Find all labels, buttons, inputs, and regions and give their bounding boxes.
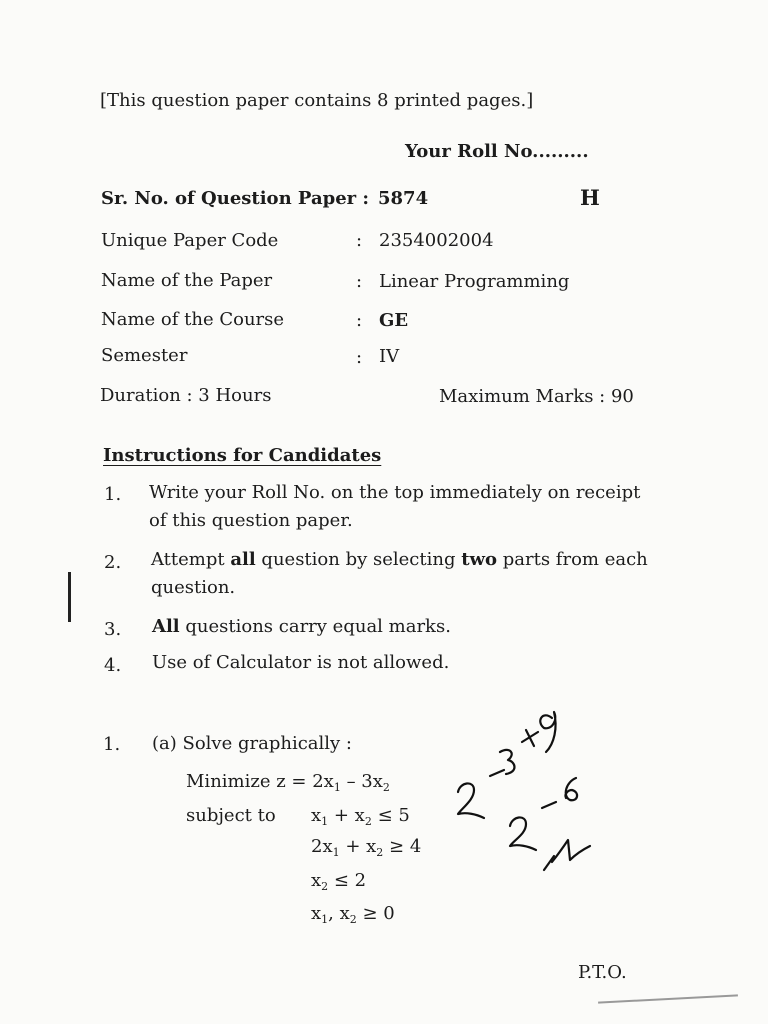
objective-function: Minimize $z = 2x_1 - 3x_2$ <box>186 771 390 794</box>
subject-to-label: subject to <box>186 805 276 826</box>
paper-name: Linear Programming <box>379 271 570 292</box>
instruction-text: All questions carry equal marks. <box>152 616 451 637</box>
info-colon: : <box>356 347 363 368</box>
sr-no-label: Sr. No. of Question Paper : <box>101 188 370 209</box>
sr-no-value: 5874 <box>378 188 429 209</box>
info-label: Name of the Paper <box>101 270 273 291</box>
info-label: Unique Paper Code <box>101 230 279 251</box>
info-label: Name of the Course <box>101 309 285 330</box>
constraint: $x_1$, $x_2 \ge 0$ <box>311 903 395 926</box>
unique-paper-code: 2354002004 <box>379 230 494 251</box>
semester-value: IV <box>379 346 400 367</box>
page-edge-shadow <box>598 994 738 1003</box>
roll-no-label: Your Roll No......... <box>405 141 589 162</box>
instruction-text: of this question paper. <box>149 510 353 531</box>
info-colon: : <box>356 310 363 331</box>
margin-pen-mark <box>68 572 71 622</box>
maximum-marks: Maximum Marks : 90 <box>439 386 634 407</box>
instruction-text: Attempt all question by selecting two parts from each <box>151 549 648 570</box>
set-letter: H <box>580 185 600 210</box>
info-colon: : <box>356 271 363 292</box>
instructions-heading: Instructions for Candidates <box>103 445 382 466</box>
question-part: (a) Solve graphically : <box>152 733 352 754</box>
constraint: $2x_1 + x_2 \ge 4$ <box>311 836 422 859</box>
info-colon: : <box>356 230 363 251</box>
course-name: GE <box>379 310 409 331</box>
pages-note: [This question paper contains 8 printed pages.] <box>100 90 534 111</box>
constraint: $x_1 + x_2 \le 5$ <box>311 805 410 828</box>
pto-label: P.T.O. <box>578 962 627 983</box>
instruction-text: question. <box>151 577 236 598</box>
info-label: Semester <box>101 345 188 366</box>
duration: Duration : 3 Hours <box>100 385 272 406</box>
instruction-number: 3. <box>104 619 122 640</box>
constraint: $x_2 \le 2$ <box>311 870 367 893</box>
instruction-text: Write your Roll No. on the top immediately on receipt <box>149 482 641 503</box>
instruction-number: 2. <box>104 552 122 573</box>
instruction-number: 4. <box>104 655 122 676</box>
question-number: 1. <box>103 734 121 755</box>
handwritten-scribble <box>440 690 610 880</box>
instruction-number: 1. <box>104 484 122 505</box>
instruction-text: Use of Calculator is not allowed. <box>152 652 450 673</box>
